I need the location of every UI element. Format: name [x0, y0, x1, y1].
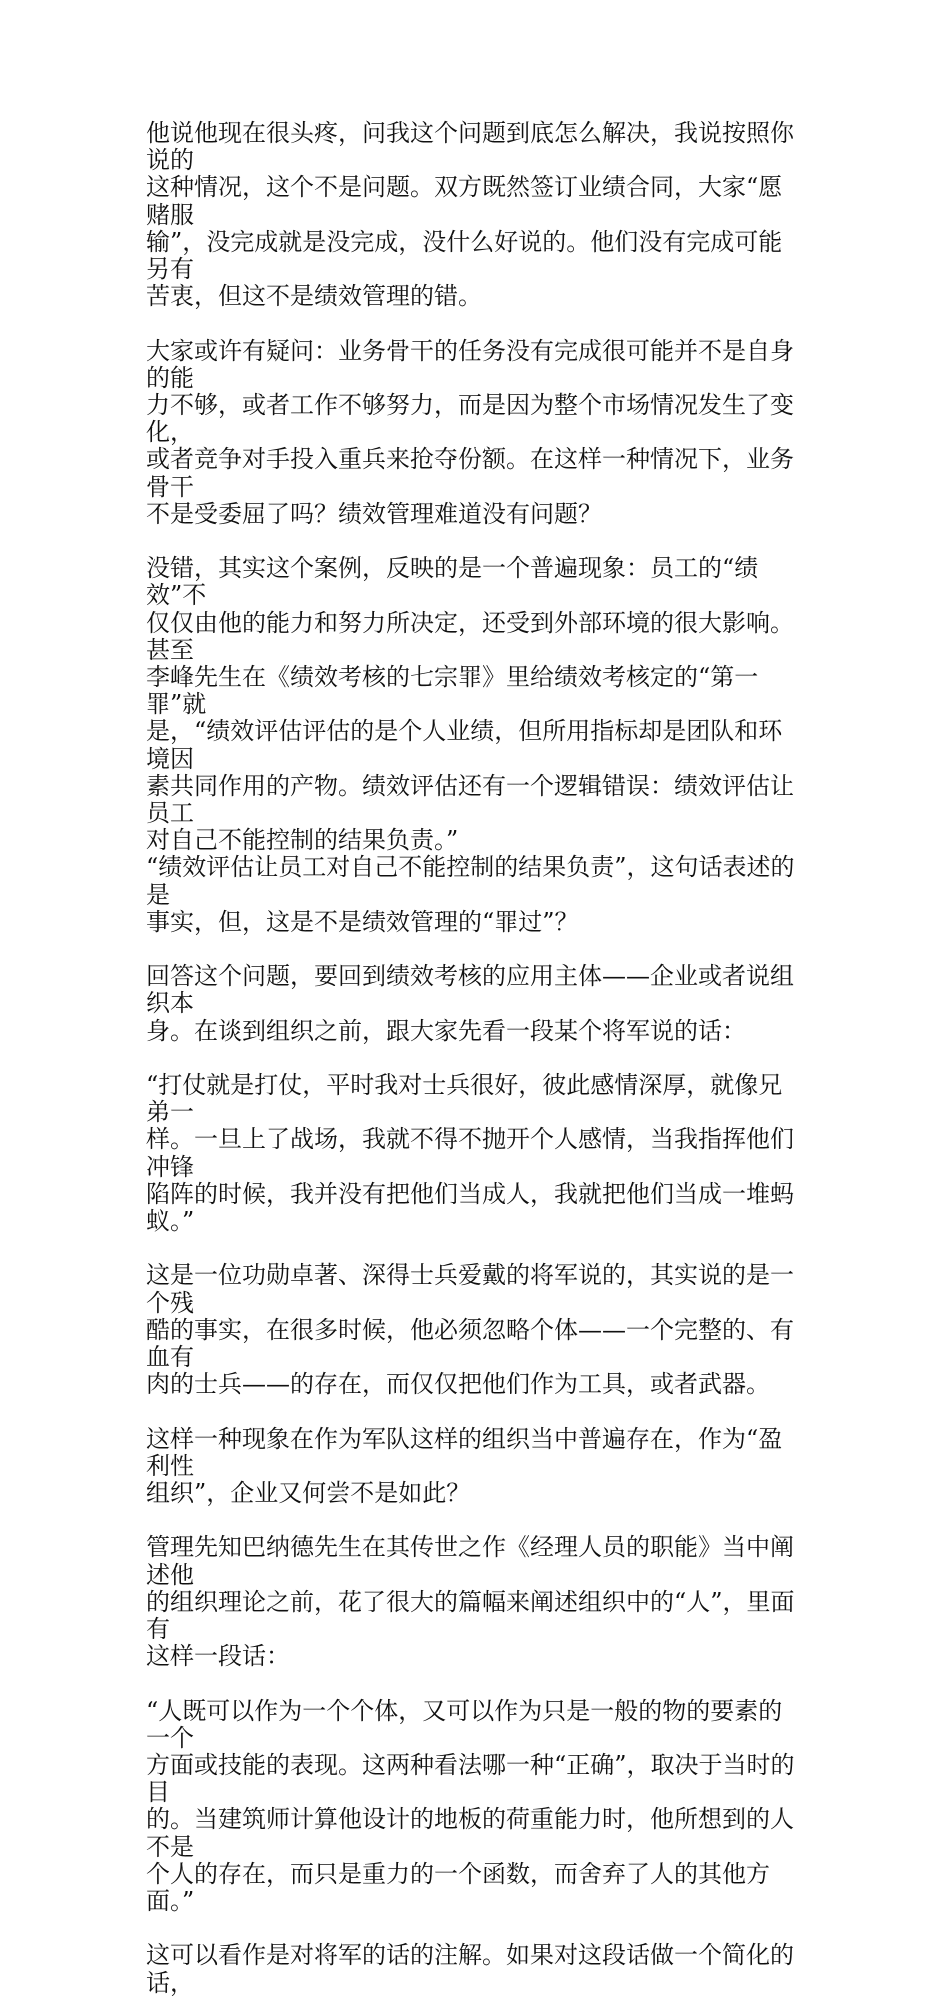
paragraph-spacer [146, 936, 796, 963]
paragraph-4: 回答这个问题，要回到绩效考核的应用主体——企业或者说组织本 身。在谈到组织之前，跟大家先看一段某个将军说的话： [146, 962, 794, 1045]
document-body [146, 120, 796, 1997]
paragraph-9: “人既可以作为一个个体，又可以作为只是一般的物的要素的一个 方面或技能的表现。这两种看法哪一种“正确”，取决于当时的目 的。当建筑师计算他设计的地板的荷重能力时，他所想到的人不是 个人的存在，而只是重力的一个函数，而舍弃了人的其他方面。” [146, 1696, 795, 1916]
paragraph-6: 这是一位功勋卓著、深得士兵爱戴的将军说的，其实说的是一个残 酷的事实，在很多时候，他必须忽略个体——一个完整的、有血有 肉的士兵——的存在，而仅仅把他们作为工具，或者武器。 [146, 1261, 794, 1399]
paragraph-spacer [146, 528, 796, 555]
paragraph-spacer [146, 1670, 796, 1697]
paragraph-3: 没错，其实这个案例，反映的是一个普遍现象：员工的“绩效”不 仅仅由他的能力和努力所决定，还受到外部环境的很大影响。甚至 李峰先生在《绩效考核的七宗罪》里给绩效考核定的“第一罪”就 是，“绩效评估评估的是个人业绩，但所用指标却是团队和环境因 素共同作用的产物。绩效评估还有一个逻辑错误：绩效评估让员工 对自己不能控制的结果负责。” “绩效评估让员工对自己不能控制的结果负责”，这句话表述的是 事实，但，这是不是绩效管理的“罪过”？ [146, 554, 795, 936]
paragraph-5: “打仗就是打仗，平时我对士兵很好，彼此感情深厚，就像兄弟一 样。一旦上了战场，我就不得不抛开个人感情，当我指挥他们冲锋 陷阵的时候，我并没有把他们当成人，我就把他们当成一堆蚂 蚁。” [146, 1071, 794, 1236]
paragraph-2: 大家或许有疑问：业务骨干的任务没有完成很可能并不是自身的能 力不够，或者工作不够努力，而是因为整个市场情况发生了变化， 或者竞争对手投入重兵来抢夺份额。在这样一种情况下，业务骨干 不是受委屈了吗？绩效管理难道没有问题？ [146, 336, 794, 528]
paragraph-spacer [146, 1398, 796, 1425]
paragraph-spacer [146, 1045, 796, 1072]
paragraph-1: 他说他现在很头疼，问我这个问题到底怎么解决，我说按照你说的 这种情况，这个不是问题。双方既然签订业绩合同，大家“愿赌服 输”，没完成就是没完成，没什么好说的。他们没有完成可能另有 苦衷，但这不是绩效管理的错。 [146, 119, 794, 311]
paragraph-spacer [146, 1235, 796, 1262]
paragraph-spacer [146, 1915, 796, 1942]
paragraph-10: 这可以看作是对将军的话的注解。如果对这段话做一个简化的话， [146, 1941, 794, 1997]
paragraph-spacer [146, 1507, 796, 1534]
paragraph-7: 这样一种现象在作为军队这样的组织当中普遍存在，作为“盈利性 组织”，企业又何尝不是如此？ [146, 1424, 783, 1508]
paragraph-spacer [146, 310, 796, 337]
paragraph-8: 管理先知巴纳德先生在其传世之作《经理人员的职能》当中阐述他 的组织理论之前，花了很大的篇幅来阐述组织中的“人”，里面有 这样一段话： [146, 1533, 795, 1671]
